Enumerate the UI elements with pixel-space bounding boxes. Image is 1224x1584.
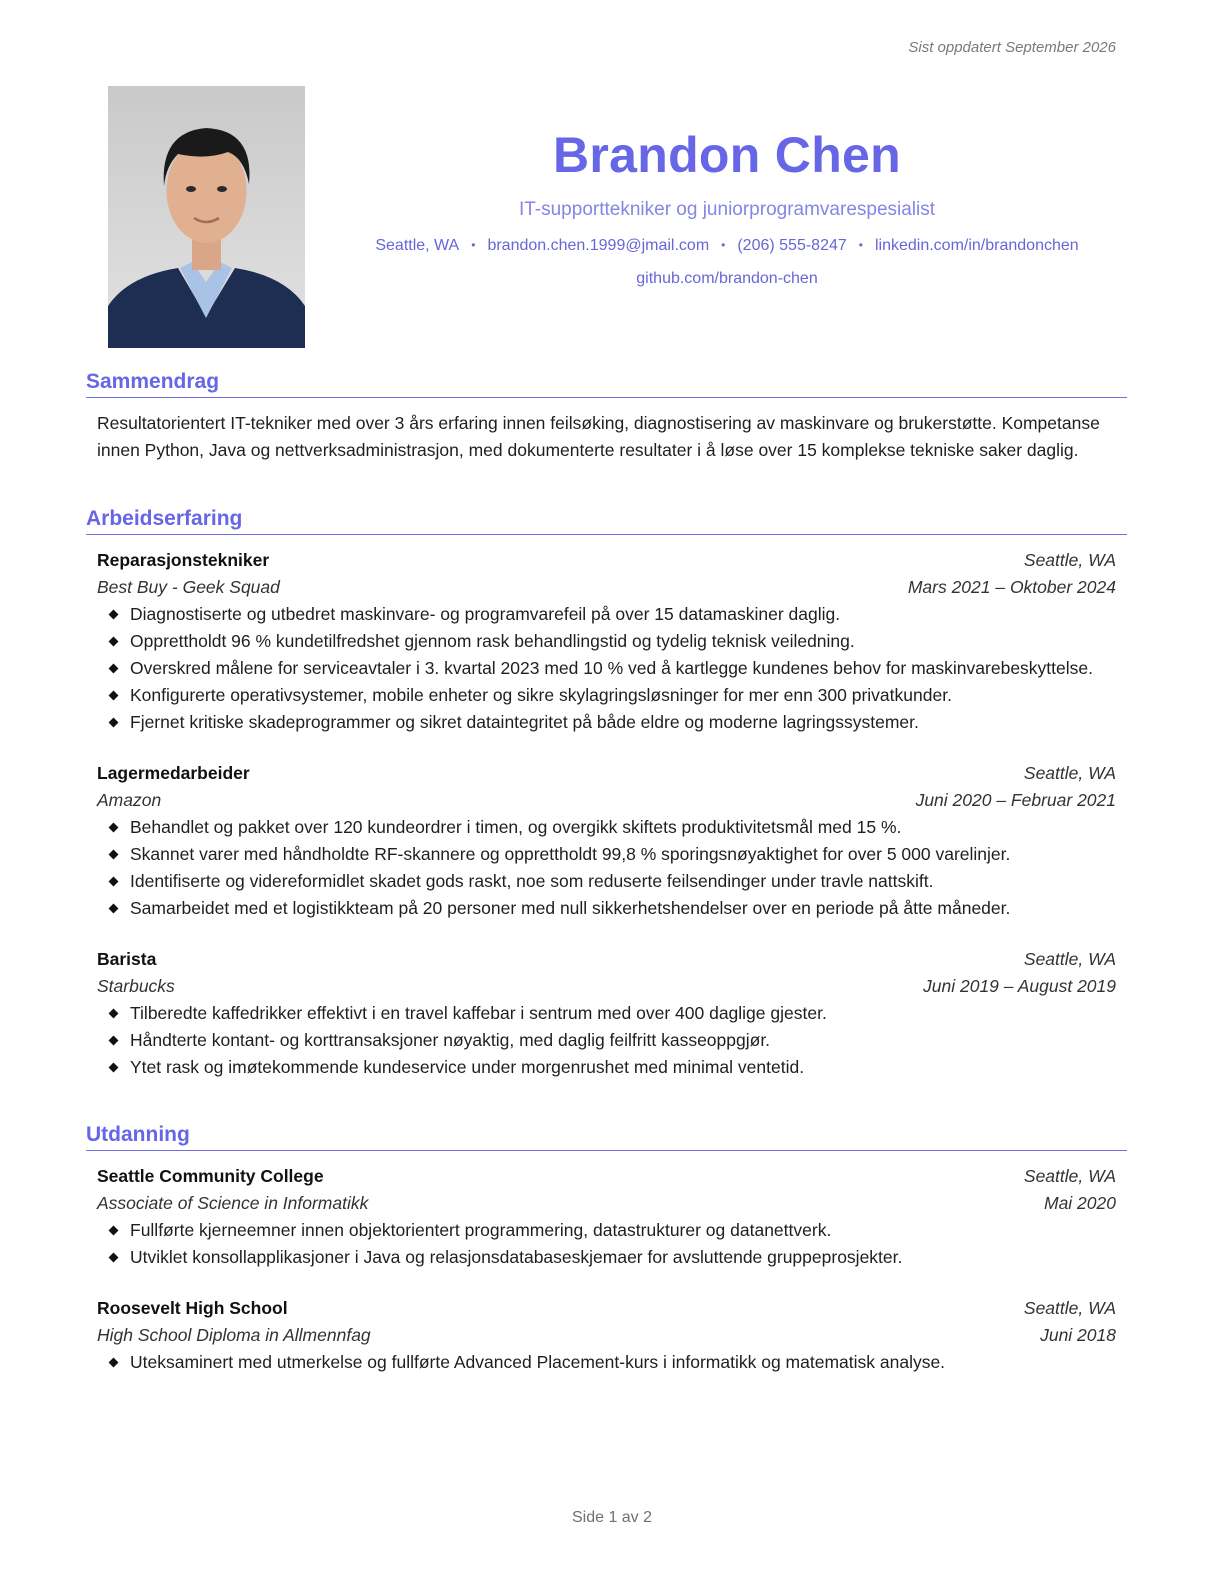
job-dates: Juni 2020 – Februar 2021 bbox=[915, 790, 1116, 810]
candidate-name: Brandon Chen bbox=[552, 127, 902, 183]
job-company: Best Buy - Geek Squad bbox=[97, 577, 280, 597]
list-item bbox=[97, 841, 1116, 868]
list-item bbox=[97, 1349, 1116, 1376]
experience-section bbox=[86, 505, 1127, 1081]
bullet-separator: • bbox=[721, 238, 726, 252]
diamond-bullet-icon bbox=[109, 637, 119, 647]
diamond-bullet-icon bbox=[109, 664, 119, 674]
list-item bbox=[97, 601, 1116, 628]
list-item bbox=[97, 682, 1116, 709]
school-bullets bbox=[97, 1349, 1116, 1376]
job-location: Seattle, WA bbox=[1023, 550, 1116, 570]
school-bullets bbox=[97, 1217, 1116, 1271]
list-item bbox=[97, 1054, 1116, 1081]
job-location: Seattle, WA bbox=[1023, 763, 1116, 783]
school-date: Juni 2018 bbox=[1040, 1325, 1116, 1345]
list-item bbox=[97, 868, 1116, 895]
bullet-text: Identifiserte og videreformidlet skadet gods raskt, noe som reduserte feilsendinger under travle nattskift. bbox=[130, 871, 934, 891]
bullet-text: Håndterte kontant- og korttransaksjoner nøyaktig, med daglig feilfritt kasseoppgjør. bbox=[130, 1030, 771, 1050]
list-item bbox=[97, 628, 1116, 655]
job-bullets bbox=[97, 1000, 1116, 1081]
contact-phone[interactable]: (206) 555-8247 bbox=[737, 237, 847, 254]
contact-line bbox=[330, 235, 1124, 257]
school-location: Seattle, WA bbox=[1023, 1298, 1116, 1318]
education-entry bbox=[86, 1295, 1127, 1376]
bullet-text: Skannet varer med håndholdte RF-skannere og opprettholdt 99,8 % sporingsnøyaktighet for over 5 000 varelinjer. bbox=[130, 844, 1011, 864]
diamond-bullet-icon bbox=[109, 610, 119, 620]
diamond-bullet-icon bbox=[109, 1063, 119, 1073]
diamond-bullet-icon bbox=[109, 823, 119, 833]
diamond-bullet-icon bbox=[109, 691, 119, 701]
section-title-education: Utdanning bbox=[86, 1121, 1127, 1151]
page-number: Side 1 av 2 bbox=[571, 1509, 653, 1526]
bullet-separator: • bbox=[858, 238, 863, 252]
contact-github[interactable]: github.com/brandon-chen bbox=[636, 270, 818, 287]
bullet-text: Fjernet kritiske skadeprogrammer og sikret dataintegritet på både eldre og moderne lagringssystemer. bbox=[130, 712, 919, 732]
school-name: Roosevelt High School bbox=[97, 1298, 288, 1318]
job-company: Amazon bbox=[97, 790, 162, 810]
school-name: Seattle Community College bbox=[97, 1166, 324, 1186]
job-dates: Mars 2021 – Oktober 2024 bbox=[907, 577, 1116, 597]
job-title: Lagermedarbeider bbox=[97, 763, 250, 783]
bullet-text: Uteksaminert med utmerkelse og fullførte Advanced Placement-kurs i informatikk og matematisk analyse. bbox=[130, 1352, 946, 1372]
list-item bbox=[97, 895, 1116, 922]
diamond-bullet-icon bbox=[109, 1253, 119, 1263]
candidate-role: IT-supporttekniker og juniorprogramvarespesialist bbox=[518, 199, 936, 220]
bullet-text: Utviklet konsollapplikasjoner i Java og relasjonsdatabaseskjemaer for avsluttende gruppeprosjekter. bbox=[130, 1247, 903, 1267]
bullet-text: Tilberedte kaffedrikker effektivt i en travel kaffebar i sentrum med over 400 daglige gjester. bbox=[130, 1003, 827, 1023]
diamond-bullet-icon bbox=[109, 1009, 119, 1019]
bullet-text: Fullførte kjerneemner innen objektorientert programmering, datastrukturer og datanettverk. bbox=[130, 1220, 832, 1240]
last-updated: Sist oppdatert September 2026 bbox=[908, 39, 1116, 56]
list-item bbox=[97, 655, 1116, 682]
contact-linkedin[interactable]: linkedin.com/in/brandonchen bbox=[874, 237, 1079, 254]
job-bullets bbox=[97, 814, 1116, 922]
profile-photo bbox=[108, 86, 305, 348]
bullet-text: Behandlet og pakket over 120 kundeordrer i timen, og overgikk skiftets produktivitetsmål med 15 %. bbox=[130, 817, 902, 837]
job-title: Barista bbox=[97, 949, 157, 969]
education-entry bbox=[86, 1163, 1127, 1271]
job-location: Seattle, WA bbox=[1023, 949, 1116, 969]
list-item bbox=[97, 1000, 1116, 1027]
bullet-text: Konfigurerte operativsystemer, mobile enheter og sikre skylagringsløsninger for mer enn 300 privatkunder. bbox=[130, 685, 952, 705]
school-location: Seattle, WA bbox=[1023, 1166, 1116, 1186]
bullet-separator: • bbox=[471, 238, 476, 252]
job-entry bbox=[86, 547, 1127, 736]
list-item bbox=[97, 1244, 1116, 1271]
diamond-bullet-icon bbox=[109, 904, 119, 914]
diamond-bullet-icon bbox=[109, 1036, 119, 1046]
diamond-bullet-icon bbox=[109, 1358, 119, 1368]
school-degree: High School Diploma in Allmennfag bbox=[97, 1325, 371, 1345]
job-company: Starbucks bbox=[97, 976, 175, 996]
summary-text: Resultatorientert IT-tekniker med over 3 års erfaring innen feilsøking, diagnostisering av maskinvare og brukerstøtte. Kompetanse innen Python, Java og nettverksadministrasjon, med dokumenterte resultater i å løse over 15 komplekse tekniske saker daglig. bbox=[97, 413, 1100, 460]
list-item bbox=[97, 814, 1116, 841]
job-title: Reparasjonstekniker bbox=[97, 550, 270, 570]
job-entry bbox=[86, 760, 1127, 922]
contact-location: Seattle, WA bbox=[375, 237, 460, 254]
bullet-text: Diagnostiserte og utbedret maskinvare- og programvarefeil på over 15 datamaskiner daglig. bbox=[130, 604, 841, 624]
section-title-experience: Arbeidserfaring bbox=[86, 505, 1127, 535]
list-item bbox=[97, 709, 1116, 736]
school-date: Mai 2020 bbox=[1044, 1193, 1116, 1213]
bullet-text: Overskred målene for serviceavtaler i 3. kvartal 2023 med 10 % ved å kartlegge kundenes behov for maskinvarebeskyttelse. bbox=[130, 658, 1093, 678]
list-item bbox=[97, 1027, 1116, 1054]
diamond-bullet-icon bbox=[109, 877, 119, 887]
bullet-text: Opprettholdt 96 % kundetilfredshet gjennom rask behandlingstid og tydelig teknisk veiledning. bbox=[130, 631, 855, 651]
education-section bbox=[86, 1121, 1127, 1376]
list-item bbox=[97, 1217, 1116, 1244]
diamond-bullet-icon bbox=[109, 850, 119, 860]
job-dates: Juni 2019 – August 2019 bbox=[923, 976, 1116, 996]
contact-email[interactable]: brandon.chen.1999@jmail.com bbox=[487, 237, 710, 254]
bullet-text: Samarbeidet med et logistikkteam på 20 personer med null sikkerhetshendelser over en periode på åtte måneder. bbox=[130, 898, 1011, 918]
summary-section bbox=[86, 368, 1127, 464]
bullet-text: Ytet rask og imøtekommende kundeservice under morgenrushet med minimal ventetid. bbox=[130, 1057, 805, 1077]
job-entry bbox=[86, 946, 1127, 1081]
diamond-bullet-icon bbox=[109, 1226, 119, 1236]
school-degree: Associate of Science in Informatikk bbox=[97, 1193, 369, 1213]
job-bullets bbox=[97, 601, 1116, 736]
resume-header bbox=[330, 122, 1124, 290]
section-title-summary: Sammendrag bbox=[86, 368, 1127, 398]
diamond-bullet-icon bbox=[109, 718, 119, 728]
